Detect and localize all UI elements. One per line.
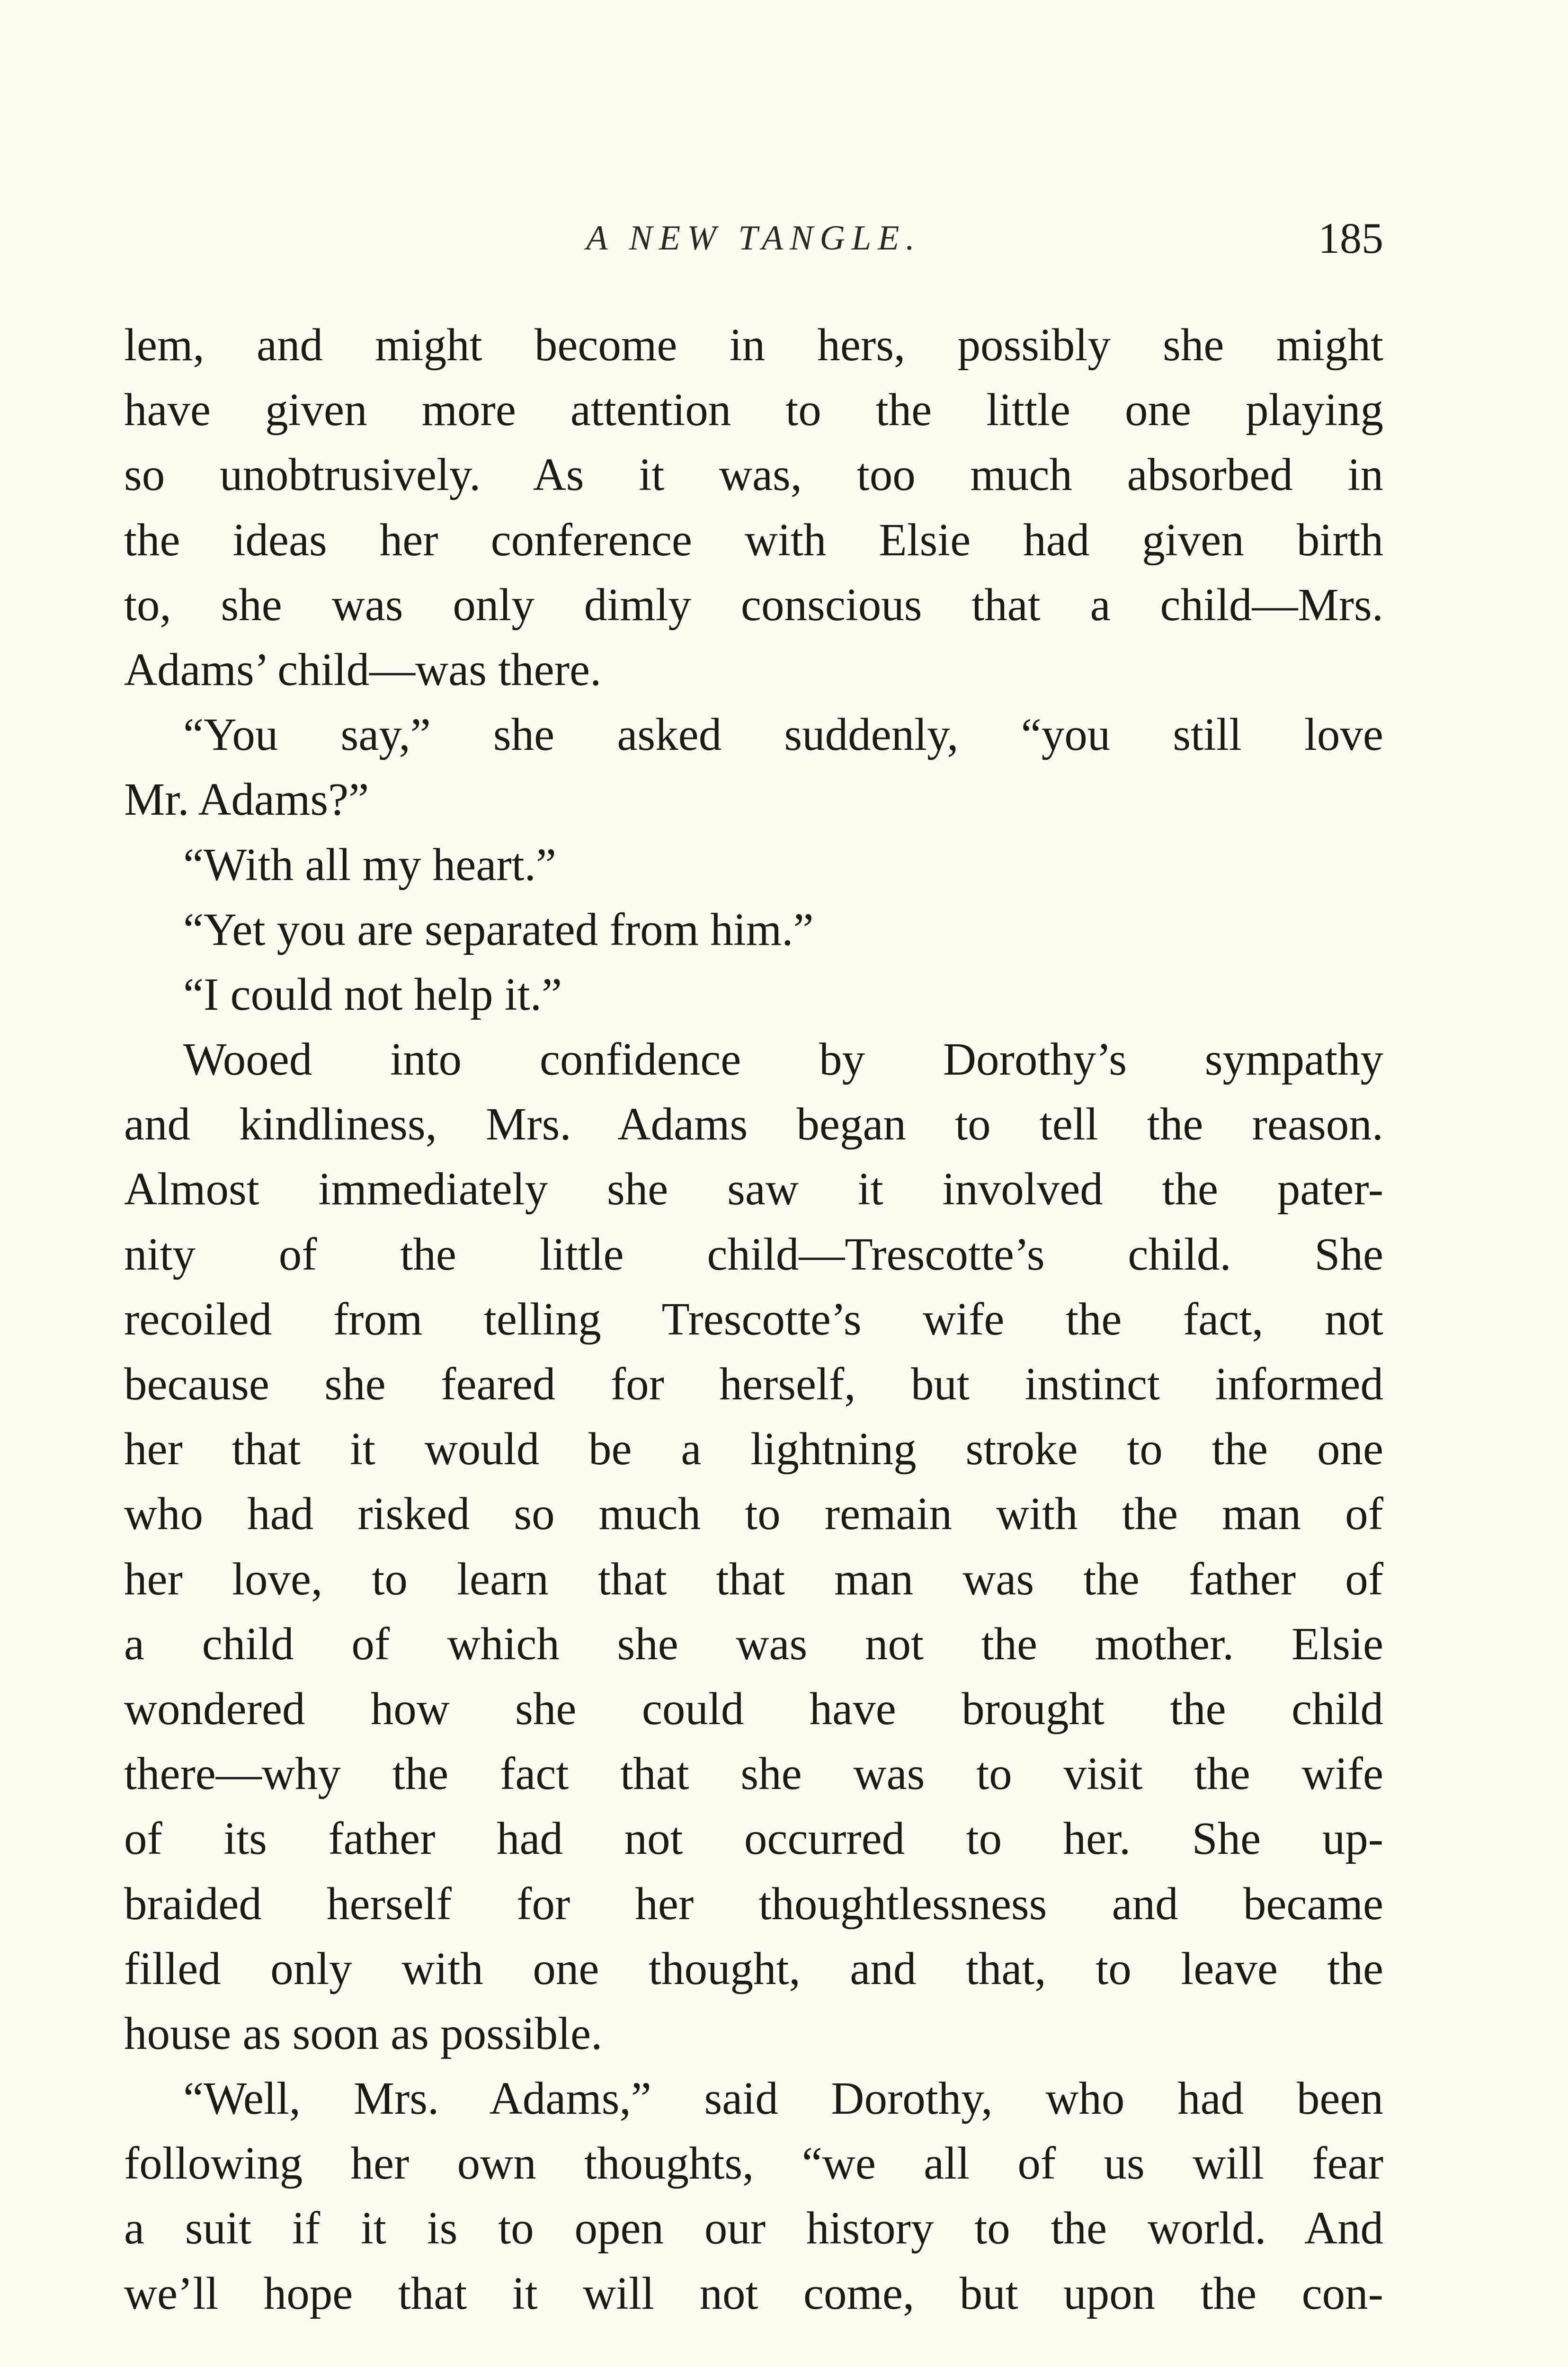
text-line: filled only with one thought, and that, to leave the	[124, 1943, 1383, 1994]
text-line: there—why the fact that she was to visit the wife	[124, 1748, 1383, 1799]
running-title: A NEW TANGLE.	[586, 219, 921, 258]
text-line: because she feared for herself, but instinct informed	[124, 1359, 1383, 1409]
text-line: Mr. Adams?”	[124, 774, 369, 825]
body-text	[124, 312, 1383, 2326]
text-line: so unobtrusively. As it was, too much absorbed in	[124, 449, 1383, 500]
text-line: “I could not help it.”	[183, 969, 562, 1020]
text-line: lem, and might become in hers, possibly she might	[124, 320, 1383, 370]
text-line: a child of which she was not the mother. Elsie	[124, 1618, 1383, 1669]
text-line: “With all my heart.”	[183, 839, 556, 890]
text-line: her love, to learn that that man was the father of	[124, 1553, 1383, 1604]
text-line: and kindliness, Mrs. Adams began to tell the reason.	[124, 1099, 1383, 1150]
text-line: “Yet you are separated from him.”	[183, 904, 814, 955]
text-line: of its father had not occurred to her. She up-	[124, 1813, 1383, 1864]
text-line: have given more attention to the little one playing	[124, 384, 1383, 436]
text-line: Wooed into confidence by Dorothy’s sympathy	[183, 1034, 1383, 1085]
text-line: a suit if it is to open our history to the world. And	[124, 2203, 1383, 2254]
text-line: who had risked so much to remain with the man of	[124, 1488, 1383, 1539]
text-line: her that it would be a lightning stroke to the one	[124, 1424, 1383, 1475]
text-line: nity of the little child—Trescotte’s child. She	[124, 1228, 1383, 1280]
text-line: Adams’ child—was there.	[124, 644, 602, 695]
text-line: braided herself for her thoughtlessness and became	[124, 1878, 1383, 1929]
text-line: recoiled from telling Trescotte’s wife the fact, not	[124, 1293, 1383, 1344]
text-line: we’ll hope that it will not come, but upon the con-	[124, 2268, 1383, 2319]
text-line: Almost immediately she saw it involved the pater-	[124, 1164, 1383, 1215]
text-line: “Well, Mrs. Adams,” said Dorothy, who had been	[183, 2073, 1383, 2124]
text-line: the ideas her conference with Elsie had given birth	[124, 514, 1383, 565]
page-number: 185	[1318, 214, 1383, 262]
text-line: “You say,” she asked suddenly, “you still love	[183, 709, 1383, 760]
running-head	[124, 212, 1383, 269]
text-line: house as soon as possible.	[124, 2008, 603, 2059]
text-line: to, she was only dimly conscious that a child—Mrs.	[124, 579, 1383, 630]
text-line: following her own thoughts, “we all of us will fear	[124, 2138, 1383, 2189]
text-line: wondered how she could have brought the child	[124, 1683, 1383, 1734]
